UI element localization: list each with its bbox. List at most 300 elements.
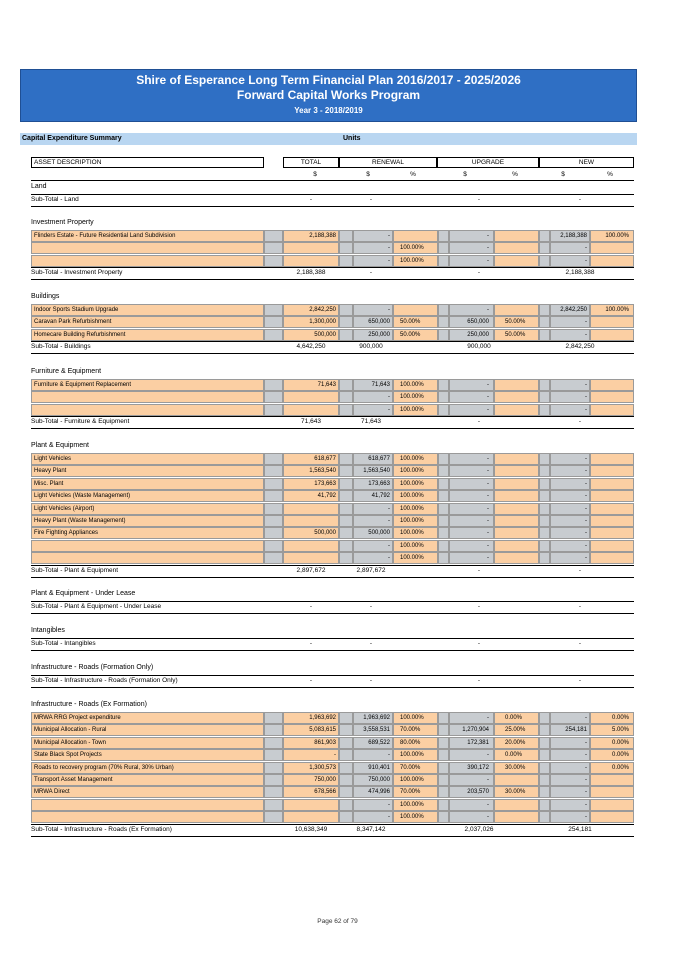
table-row <box>31 515 634 527</box>
spacer-cell <box>339 724 353 736</box>
row-new-pct <box>590 391 634 403</box>
spacer-cell <box>539 316 550 328</box>
row-new-pct <box>590 515 634 527</box>
row-upgrade-pct <box>494 304 539 316</box>
spacer-cell <box>438 503 449 515</box>
row-total: 861,903 <box>283 737 339 749</box>
section-title: Infrastructure - Roads (Formation Only) <box>31 664 154 671</box>
row-total: 1,300,000 <box>283 316 339 328</box>
row-description: MRWA Direct <box>31 786 264 798</box>
spacer-cell <box>539 799 550 811</box>
table-row <box>31 465 634 477</box>
row-description: Municipal Allocation - Rural <box>31 724 264 736</box>
spacer-cell <box>539 242 550 254</box>
row-renewal-pct: 70.00% <box>393 724 438 736</box>
row-upgrade-pct <box>494 478 539 490</box>
spacer-cell <box>438 811 449 823</box>
row-renewal-pct: 70.00% <box>393 786 438 798</box>
row-renewal: - <box>353 391 393 403</box>
row-renewal-pct: 100.00% <box>393 774 438 786</box>
row-upgrade: - <box>449 404 494 416</box>
spacer-cell <box>264 762 283 774</box>
row-renewal-pct: 100.00% <box>393 811 438 823</box>
row-upgrade-pct <box>494 379 539 391</box>
row-new: - <box>550 316 590 328</box>
table-row <box>31 799 634 811</box>
spacer-cell <box>438 255 449 267</box>
row-renewal-pct: 100.00% <box>393 552 438 564</box>
spacer-cell <box>339 749 353 761</box>
spacer-cell <box>264 404 283 416</box>
spacer-cell <box>339 453 353 465</box>
row-upgrade: - <box>449 230 494 242</box>
row-total: 1,963,692 <box>283 712 339 724</box>
spacer-cell <box>438 391 449 403</box>
row-renewal: 71,643 <box>353 379 393 391</box>
row-new: - <box>550 329 590 341</box>
spacer-cell <box>264 724 283 736</box>
section-title: Buildings <box>31 293 60 300</box>
header-renewal: RENEWAL <box>339 157 437 168</box>
spacer-cell <box>339 799 353 811</box>
row-new: - <box>550 749 590 761</box>
spacer-cell <box>264 515 283 527</box>
row-total: 71,643 <box>283 379 339 391</box>
subtotal-new: - <box>578 603 582 610</box>
spacer-cell <box>264 799 283 811</box>
row-total <box>283 391 339 403</box>
table-row <box>31 230 634 242</box>
row-total <box>283 811 339 823</box>
row-upgrade-pct: 0.00% <box>494 712 539 724</box>
row-new: - <box>550 453 590 465</box>
spacer-cell <box>264 391 283 403</box>
subtotal-upgrade: - <box>477 603 481 610</box>
subtotal-total: - <box>309 603 313 610</box>
row-renewal-pct: 50.00% <box>393 316 438 328</box>
row-renewal: - <box>353 749 393 761</box>
spacer-cell <box>539 724 550 736</box>
spacer-cell <box>438 786 449 798</box>
spacer-cell <box>264 774 283 786</box>
subtotal-new: 2,188,388 <box>565 269 595 277</box>
table-row <box>31 242 634 254</box>
row-renewal: 173,663 <box>353 478 393 490</box>
row-renewal: - <box>353 255 393 267</box>
row-new-pct: 0.00% <box>590 737 634 749</box>
spacer-cell <box>264 230 283 242</box>
row-renewal: - <box>353 503 393 515</box>
section-title: Investment Property <box>31 219 94 226</box>
row-new-pct <box>590 453 634 465</box>
subtotal-upgrade: - <box>477 566 481 574</box>
row-total <box>283 242 339 254</box>
spacer-cell <box>339 527 353 539</box>
row-new: - <box>550 391 590 403</box>
subtotal-total: - <box>309 196 313 203</box>
row-renewal: 41,792 <box>353 490 393 502</box>
row-description: State Black Spot Projects <box>31 749 264 761</box>
table-row <box>31 724 634 736</box>
subtotal-total: 2,188,388 <box>296 269 326 277</box>
spacer-cell <box>264 737 283 749</box>
row-description <box>31 242 264 254</box>
subtotal-upgrade: - <box>477 677 481 684</box>
table-row <box>31 316 634 328</box>
row-upgrade-pct <box>494 242 539 254</box>
row-upgrade-pct <box>494 540 539 552</box>
row-renewal: 750,000 <box>353 774 393 786</box>
row-new: - <box>550 379 590 391</box>
spacer-cell <box>339 316 353 328</box>
spacer-cell <box>339 762 353 774</box>
row-upgrade: - <box>449 465 494 477</box>
subtotal-label: Sub-Total - Infrastructure - Roads (Formation Only) <box>31 677 178 684</box>
row-total: 2,188,388 <box>283 230 339 242</box>
subtotal-upgrade: 2,037,026 <box>464 825 494 833</box>
units-label: Units <box>343 135 361 142</box>
spacer-cell <box>438 527 449 539</box>
row-renewal: - <box>353 242 393 254</box>
table-row <box>31 737 634 749</box>
row-new-pct: 0.00% <box>590 762 634 774</box>
table-row <box>31 391 634 403</box>
row-description <box>31 552 264 564</box>
row-total <box>283 540 339 552</box>
row-upgrade-pct <box>494 503 539 515</box>
subtotal-label: Sub-Total - Intangibles <box>31 640 96 647</box>
spacer-cell <box>339 490 353 502</box>
spacer-cell <box>339 515 353 527</box>
row-new-pct <box>590 478 634 490</box>
row-new: - <box>550 786 590 798</box>
spacer-cell <box>264 478 283 490</box>
row-description: Light Vehicles <box>31 453 264 465</box>
row-new-pct <box>590 316 634 328</box>
row-description <box>31 391 264 403</box>
spacer-cell <box>539 749 550 761</box>
row-description: Municipal Allocation - Town <box>31 737 264 749</box>
row-upgrade: 650,000 <box>449 316 494 328</box>
row-renewal: 910,401 <box>353 762 393 774</box>
unit-total: $ <box>313 171 317 178</box>
subtotal-upgrade: - <box>477 640 481 647</box>
row-upgrade-pct <box>494 515 539 527</box>
row-new: - <box>550 762 590 774</box>
spacer-cell <box>339 737 353 749</box>
row-new-pct <box>590 552 634 564</box>
subtotal-row <box>31 195 634 207</box>
spacer-cell <box>339 478 353 490</box>
page-footer: Page 62 of 79 <box>317 918 358 925</box>
row-renewal-pct: 100.00% <box>393 453 438 465</box>
table-row <box>31 490 634 502</box>
row-description: Heavy Plant (Waste Management) <box>31 515 264 527</box>
subtotal-row <box>31 566 634 578</box>
row-new: - <box>550 515 590 527</box>
spacer-cell <box>438 304 449 316</box>
subtotal-new: - <box>578 418 582 426</box>
spacer-cell <box>539 453 550 465</box>
table-row <box>31 379 634 391</box>
row-new: - <box>550 811 590 823</box>
spacer-cell <box>339 712 353 724</box>
spacer-cell <box>539 255 550 267</box>
table-row <box>31 540 634 552</box>
subtotal-total: - <box>309 640 313 647</box>
row-total: 1,563,540 <box>283 465 339 477</box>
row-upgrade-pct: 0.00% <box>494 749 539 761</box>
spacer-cell <box>264 749 283 761</box>
row-new: 2,842,250 <box>550 304 590 316</box>
row-description: MRWA RRG Project expenditure <box>31 712 264 724</box>
row-renewal: 618,677 <box>353 453 393 465</box>
spacer-cell <box>539 478 550 490</box>
spacer-cell <box>264 712 283 724</box>
row-new: - <box>550 799 590 811</box>
row-renewal-pct: 100.00% <box>393 712 438 724</box>
row-new: - <box>550 737 590 749</box>
header-rule <box>31 180 634 181</box>
row-renewal-pct: 100.00% <box>393 242 438 254</box>
subtotal-row <box>31 602 634 614</box>
spacer-cell <box>438 762 449 774</box>
spacer-cell <box>438 490 449 502</box>
header-total: TOTAL <box>283 157 339 168</box>
spacer-cell <box>264 552 283 564</box>
subtotal-new: - <box>578 196 582 203</box>
row-new: - <box>550 255 590 267</box>
spacer-cell <box>438 465 449 477</box>
row-description: Transport Asset Management <box>31 774 264 786</box>
row-renewal: 250,000 <box>353 329 393 341</box>
spacer-cell <box>438 329 449 341</box>
row-upgrade-pct <box>494 453 539 465</box>
row-description <box>31 255 264 267</box>
spacer-cell <box>539 465 550 477</box>
row-description: Light Vehicles (Airport) <box>31 503 264 515</box>
spacer-cell <box>438 749 449 761</box>
row-total: 750,000 <box>283 774 339 786</box>
row-upgrade: - <box>449 774 494 786</box>
table-row <box>31 404 634 416</box>
row-new-pct <box>590 527 634 539</box>
row-new-pct <box>590 379 634 391</box>
section-title: Plant & Equipment <box>31 442 89 449</box>
row-upgrade: - <box>449 490 494 502</box>
spacer-cell <box>438 379 449 391</box>
subtotal-new: - <box>578 640 582 647</box>
row-renewal-pct: 100.00% <box>393 490 438 502</box>
row-description: Caravan Park Refurbishment <box>31 316 264 328</box>
row-renewal-pct <box>393 304 438 316</box>
row-total: 1,300,573 <box>283 762 339 774</box>
spacer-cell <box>438 230 449 242</box>
row-renewal: 474,996 <box>353 786 393 798</box>
subtotal-renewal: 900,000 <box>359 343 383 351</box>
subtotal-total: 71,643 <box>301 418 321 426</box>
row-new: 2,188,388 <box>550 230 590 242</box>
row-total <box>283 404 339 416</box>
spacer-cell <box>339 774 353 786</box>
row-upgrade-pct <box>494 527 539 539</box>
row-description <box>31 811 264 823</box>
row-renewal: - <box>353 515 393 527</box>
subtotal-renewal: 2,897,672 <box>356 566 386 574</box>
row-upgrade: - <box>449 304 494 316</box>
spacer-cell <box>339 379 353 391</box>
spacer-cell <box>539 762 550 774</box>
row-upgrade: - <box>449 749 494 761</box>
subtotal-upgrade: - <box>477 196 481 203</box>
row-total: 678,566 <box>283 786 339 798</box>
row-new: - <box>550 527 590 539</box>
row-renewal: 650,000 <box>353 316 393 328</box>
report-banner <box>20 69 637 122</box>
spacer-cell <box>264 316 283 328</box>
row-upgrade: - <box>449 515 494 527</box>
row-new: - <box>550 404 590 416</box>
row-upgrade-pct <box>494 799 539 811</box>
row-total: 618,677 <box>283 453 339 465</box>
row-renewal-pct: 100.00% <box>393 540 438 552</box>
row-new: 254,181 <box>550 724 590 736</box>
subtotal-renewal: - <box>369 603 373 610</box>
spacer-cell <box>339 391 353 403</box>
spacer-cell <box>339 255 353 267</box>
row-upgrade: - <box>449 503 494 515</box>
row-upgrade-pct <box>494 230 539 242</box>
subtotal-label: Sub-Total - Buildings <box>31 343 91 351</box>
row-upgrade-pct: 25.00% <box>494 724 539 736</box>
row-total <box>283 503 339 515</box>
row-total: 173,663 <box>283 478 339 490</box>
row-upgrade: - <box>449 478 494 490</box>
row-upgrade-pct: 30.00% <box>494 786 539 798</box>
unit-upgrade-pct: % <box>512 171 518 178</box>
spacer-cell <box>438 478 449 490</box>
spacer-cell <box>438 712 449 724</box>
spacer-cell <box>339 465 353 477</box>
row-new: - <box>550 774 590 786</box>
row-total: - <box>283 749 339 761</box>
row-total: 41,792 <box>283 490 339 502</box>
row-description: Homecare Building Refurbishment <box>31 329 264 341</box>
spacer-cell <box>539 786 550 798</box>
row-renewal: 1,963,692 <box>353 712 393 724</box>
spacer-cell <box>438 552 449 564</box>
row-description <box>31 404 264 416</box>
row-total: 5,083,615 <box>283 724 339 736</box>
spacer-cell <box>438 724 449 736</box>
row-renewal: - <box>353 304 393 316</box>
row-renewal: 3,558,531 <box>353 724 393 736</box>
subtotal-row <box>31 676 634 688</box>
row-upgrade: 390,172 <box>449 762 494 774</box>
spacer-cell <box>339 230 353 242</box>
row-total <box>283 515 339 527</box>
row-upgrade-pct: 50.00% <box>494 316 539 328</box>
subtotal-total: 4,642,250 <box>296 343 326 351</box>
summary-bar <box>20 133 637 145</box>
row-upgrade-pct <box>494 552 539 564</box>
table-row <box>31 304 634 316</box>
row-new: - <box>550 465 590 477</box>
row-renewal-pct: 100.00% <box>393 478 438 490</box>
row-description <box>31 799 264 811</box>
row-upgrade-pct <box>494 774 539 786</box>
spacer-cell <box>339 811 353 823</box>
section-title: Intangibles <box>31 627 65 634</box>
spacer-cell <box>539 515 550 527</box>
subtotal-new: 254,181 <box>568 825 592 833</box>
spacer-cell <box>539 379 550 391</box>
spacer-cell <box>438 242 449 254</box>
row-upgrade-pct <box>494 465 539 477</box>
table-row <box>31 478 634 490</box>
spacer-cell <box>264 540 283 552</box>
spacer-cell <box>339 552 353 564</box>
row-upgrade: - <box>449 255 494 267</box>
subtotal-label: Sub-Total - Investment Property <box>31 269 123 277</box>
row-upgrade-pct: 20.00% <box>494 737 539 749</box>
row-new-pct: 0.00% <box>590 712 634 724</box>
summary-label: Capital Expenditure Summary <box>22 135 122 142</box>
header-asset: ASSET DESCRIPTION <box>31 157 264 168</box>
row-new-pct <box>590 799 634 811</box>
subtotal-renewal: - <box>369 196 373 203</box>
row-new: - <box>550 552 590 564</box>
row-total: 500,000 <box>283 527 339 539</box>
spacer-cell <box>539 404 550 416</box>
row-description: Fire Fighting Appliances <box>31 527 264 539</box>
spacer-cell <box>438 404 449 416</box>
row-renewal-pct: 100.00% <box>393 255 438 267</box>
spacer-cell <box>438 453 449 465</box>
spacer-cell <box>339 786 353 798</box>
spacer-cell <box>264 786 283 798</box>
spacer-cell <box>438 316 449 328</box>
spacer-cell <box>264 465 283 477</box>
row-new-pct <box>590 503 634 515</box>
row-new: - <box>550 242 590 254</box>
row-total: 500,000 <box>283 329 339 341</box>
row-upgrade-pct <box>494 811 539 823</box>
row-renewal: - <box>353 799 393 811</box>
spacer-cell <box>438 515 449 527</box>
row-upgrade-pct <box>494 391 539 403</box>
subtotal-upgrade: - <box>477 418 481 426</box>
report-subtitle: Forward Capital Works Program <box>236 88 421 102</box>
spacer-cell <box>539 712 550 724</box>
subtotal-row <box>31 268 634 280</box>
subtotal-total: 10,638,349 <box>294 825 328 833</box>
row-renewal-pct: 50.00% <box>393 329 438 341</box>
row-new-pct <box>590 540 634 552</box>
section-title: Land <box>31 183 47 190</box>
row-new-pct <box>590 774 634 786</box>
row-new: - <box>550 490 590 502</box>
spacer-cell <box>264 527 283 539</box>
spacer-cell <box>438 799 449 811</box>
spacer-cell <box>539 737 550 749</box>
spacer-cell <box>539 329 550 341</box>
row-upgrade: - <box>449 527 494 539</box>
table-row <box>31 255 634 267</box>
row-description: Heavy Plant <box>31 465 264 477</box>
row-renewal-pct: 100.00% <box>393 527 438 539</box>
unit-new-pct: % <box>607 171 613 178</box>
